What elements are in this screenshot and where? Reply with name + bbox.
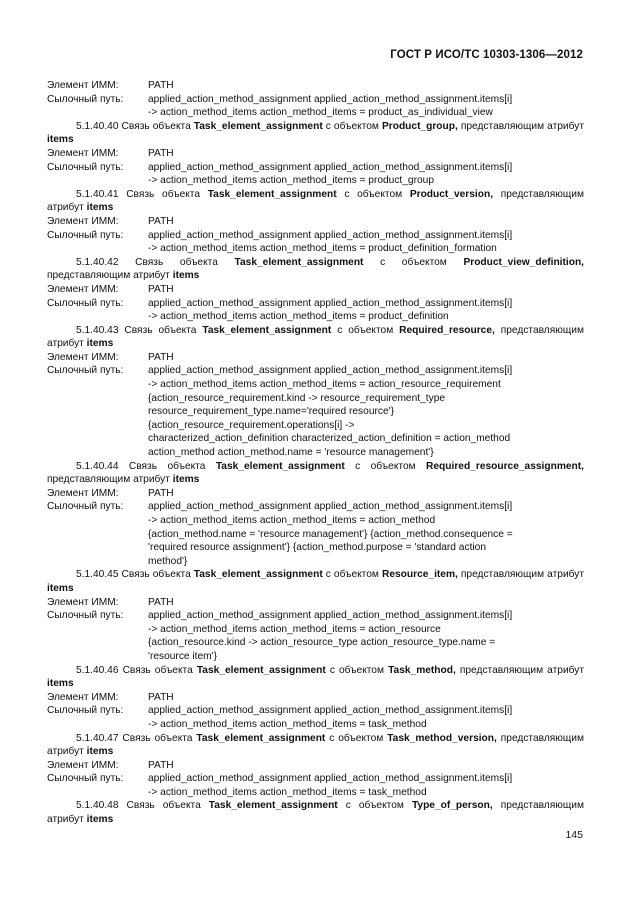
- mapping-line: resource_requirement_type.name='required resource'}: [148, 406, 394, 418]
- target-entity-name: Task_method,: [388, 664, 456, 676]
- target-entity-name: Required_resource_assignment,: [426, 460, 584, 472]
- mapping-value: [148, 691, 584, 705]
- section-number: 5.1.40.41: [76, 188, 127, 200]
- section-text: представляющим атрибут: [455, 664, 585, 676]
- section-text: с объектом: [344, 460, 427, 472]
- section-text: представляющим атрибут: [457, 569, 585, 581]
- mapping-row: [47, 364, 584, 459]
- mapping-value: [148, 704, 584, 731]
- mapping-line: applied_action_method_assignment applied_action_method_assignment.items[i]: [148, 229, 513, 241]
- mapping-line: -> action_method_items action_method_items = product_group: [148, 175, 434, 187]
- mapping-row: [47, 596, 584, 610]
- mapping-line: applied_action_method_assignment applied_action_method_assignment.items[i]: [148, 297, 513, 309]
- mapping-line: PATH: [148, 351, 174, 363]
- mapping-label: Элемент ИММ:: [47, 215, 119, 227]
- attribute-name: items: [47, 134, 74, 146]
- target-entity-name: Type_of_person,: [411, 800, 493, 812]
- section-text: представляющим атрибут: [47, 270, 173, 282]
- mapping-value: [148, 283, 584, 297]
- section-number: 5.1.40.45: [76, 569, 122, 581]
- mapping-label: Элемент ИММ:: [47, 596, 119, 608]
- mapping-value: [148, 772, 584, 799]
- mapping-row: [47, 609, 584, 663]
- mapping-line: applied_action_method_assignment applied_action_method_assignment.items[i]: [148, 93, 513, 105]
- mapping-line: {action_resource.kind -> action_resource_type action_resource_type.name =: [148, 637, 496, 649]
- mapping-line: -> action_method_items action_method_items = task_method: [148, 718, 427, 730]
- mapping-row: [47, 147, 584, 161]
- section-text: с объектом: [322, 120, 382, 132]
- section-number: 5.1.40.40: [76, 120, 122, 132]
- section-text: представляющим атрибут: [47, 732, 585, 758]
- mapping-row: [47, 215, 584, 229]
- mapping-value: [148, 79, 584, 93]
- mapping-value: [148, 351, 584, 365]
- mapping-line: PATH: [148, 691, 174, 703]
- section-number: 5.1.40.44: [76, 460, 129, 472]
- attribute-name: items: [47, 678, 74, 690]
- target-entity-name: Required_resource,: [399, 324, 495, 336]
- section-heading: [47, 120, 584, 147]
- mapping-label: Элемент ИММ:: [47, 80, 119, 91]
- mapping-row: [47, 79, 584, 93]
- mapping-line: -> action_method_items action_method_items = product_as_individual_view: [148, 107, 493, 119]
- mapping-line: PATH: [148, 147, 174, 159]
- section-text: Связь объекта: [121, 120, 194, 132]
- section-text: Связь объекта: [121, 569, 194, 581]
- mapping-line: applied_action_method_assignment applied_action_method_assignment.items[i]: [148, 501, 513, 513]
- mapping-line: {action_method.name = 'resource management'} {action_method.consequence =: [148, 528, 513, 540]
- section-text: с объектом: [325, 732, 388, 744]
- mapping-value: [148, 147, 584, 161]
- mapping-row: [47, 161, 584, 188]
- mapping-line: characterized_action_definition characterized_action_definition = action_method: [148, 433, 511, 445]
- document-body: [47, 79, 584, 827]
- section-text: представляющим атрибут: [47, 474, 173, 486]
- mapping-line: PATH: [148, 487, 174, 499]
- mapping-value: [148, 161, 584, 188]
- section-text: с объектом: [331, 324, 400, 336]
- mapping-row: [47, 772, 584, 799]
- mapping-row: [47, 759, 584, 773]
- mapping-value: [148, 596, 584, 610]
- attribute-name: items: [86, 338, 114, 350]
- mapping-line: PATH: [148, 215, 174, 227]
- section-text: с объектом: [337, 800, 412, 812]
- section-text: с объектом: [336, 188, 410, 200]
- mapping-value: [148, 215, 584, 229]
- mapping-label: Элемент ИММ:: [47, 283, 119, 295]
- target-entity-name: Product_version,: [409, 188, 494, 200]
- entity-name: Task_element_assignment: [208, 800, 338, 812]
- mapping-line: applied_action_method_assignment applied_action_method_assignment.items[i]: [148, 773, 513, 785]
- mapping-label: Элемент ИММ:: [47, 691, 119, 703]
- section-text: с объектом: [325, 664, 389, 676]
- section-text: представляющим атрибут: [47, 324, 584, 350]
- entity-name: Task_element_assignment: [193, 569, 323, 581]
- section-heading: [47, 664, 584, 691]
- target-entity-name: Product_view_definition,: [463, 256, 585, 268]
- mapping-line: 'required resource assignment'} {action_method.purpose = 'standard action: [148, 542, 486, 554]
- mapping-value: [148, 297, 584, 324]
- page-number: 145: [565, 829, 583, 841]
- section-number: 5.1.40.48: [76, 800, 127, 812]
- mapping-row: [47, 487, 584, 501]
- section-heading: [47, 256, 584, 283]
- mapping-label: Элемент ИММ:: [47, 147, 119, 159]
- section-heading: [47, 188, 584, 215]
- section-text: с объектом: [363, 256, 464, 268]
- mapping-label: Сылочный путь:: [47, 365, 124, 377]
- section-heading: [47, 568, 584, 595]
- mapping-row: [47, 297, 584, 324]
- section-text: Связь объекта: [135, 256, 235, 268]
- mapping-row: [47, 691, 584, 705]
- section-text: представляющим атрибут: [47, 800, 584, 826]
- attribute-name: items: [86, 202, 114, 214]
- mapping-line: applied_action_method_assignment applied_action_method_assignment.items[i]: [148, 610, 513, 622]
- section-text: Связь объекта: [122, 732, 197, 744]
- entity-name: Task_element_assignment: [193, 120, 323, 132]
- mapping-line: applied_action_method_assignment applied_action_method_assignment.items[i]: [148, 705, 513, 717]
- mapping-line: -> action_method_items action_method_items = action_resource: [148, 623, 441, 635]
- mapping-label: Сылочный путь:: [47, 161, 124, 173]
- mapping-line: PATH: [148, 283, 174, 295]
- mapping-line: -> action_method_items action_method_items = product_definition_formation: [148, 243, 497, 255]
- section-text: представляющим атрибут: [47, 188, 584, 214]
- section-text: с объектом: [322, 569, 382, 581]
- entity-name: Task_element_assignment: [234, 256, 364, 268]
- mapping-line: -> action_method_items action_method_items = product_definition: [148, 311, 449, 323]
- section-number: 5.1.40.47: [76, 732, 123, 744]
- mapping-line: PATH: [148, 80, 174, 91]
- section-text: Связь объекта: [124, 324, 203, 336]
- attribute-name: items: [172, 474, 200, 486]
- attribute-name: items: [86, 746, 114, 758]
- mapping-label: Сылочный путь:: [47, 501, 124, 513]
- mapping-row: [47, 704, 584, 731]
- mapping-line: -> action_method_items action_method_items = action_resource_requirement: [148, 379, 501, 391]
- entity-name: Task_element_assignment: [196, 664, 326, 676]
- standard-header: ГОСТ Р ИСО/ТС 10303-1306—2012: [390, 49, 583, 61]
- section-text: Связь объекта: [128, 460, 216, 472]
- mapping-line: {action_resource_requirement.operations[i] ->: [148, 419, 355, 431]
- mapping-line: PATH: [148, 596, 174, 608]
- mapping-label: Сылочный путь:: [47, 773, 124, 785]
- mapping-line: PATH: [148, 759, 174, 771]
- mapping-line: applied_action_method_assignment applied_action_method_assignment.items[i]: [148, 161, 513, 173]
- section-heading: [47, 324, 584, 351]
- mapping-label: Сылочный путь:: [47, 93, 124, 105]
- mapping-line: {action_resource_requirement.kind -> resource_requirement_type: [148, 392, 446, 404]
- mapping-label: Элемент ИММ:: [47, 759, 119, 771]
- mapping-line: method'}: [148, 555, 188, 567]
- section-text: Связь объекта: [126, 800, 209, 812]
- mapping-value: [148, 609, 584, 663]
- mapping-row: [47, 500, 584, 568]
- mapping-value: [148, 93, 584, 120]
- mapping-label: Сылочный путь:: [47, 297, 124, 309]
- section-text: Связь объекта: [126, 188, 208, 200]
- section-heading: [47, 460, 584, 487]
- target-entity-name: Product_group,: [381, 120, 458, 132]
- mapping-label: Сылочный путь:: [47, 610, 124, 622]
- mapping-value: [148, 759, 584, 773]
- mapping-label: Сылочный путь:: [47, 705, 124, 717]
- section-number: 5.1.40.42: [76, 256, 136, 268]
- section-heading: [47, 732, 584, 759]
- target-entity-name: Resource_item,: [381, 569, 458, 581]
- attribute-name: items: [86, 814, 114, 826]
- mapping-line: applied_action_method_assignment applied_action_method_assignment.items[i]: [148, 365, 513, 377]
- mapping-label: Элемент ИММ:: [47, 487, 119, 499]
- mapping-value: [148, 500, 584, 568]
- mapping-value: [148, 229, 584, 256]
- mapping-value: [148, 364, 584, 459]
- entity-name: Task_element_assignment: [202, 324, 332, 336]
- mapping-row: [47, 93, 584, 120]
- section-text: представляющим атрибут: [457, 120, 584, 132]
- target-entity-name: Task_method_version,: [387, 732, 497, 744]
- mapping-line: -> action_method_items action_method_items = action_method: [148, 515, 436, 526]
- section-number: 5.1.40.43: [76, 324, 125, 336]
- mapping-row: [47, 283, 584, 297]
- mapping-row: [47, 351, 584, 365]
- attribute-name: items: [47, 582, 74, 594]
- entity-name: Task_element_assignment: [207, 188, 337, 200]
- mapping-line: -> action_method_items action_method_items = task_method: [148, 786, 427, 798]
- mapping-row: [47, 229, 584, 256]
- section-text: Связь объекта: [122, 664, 197, 676]
- mapping-line: 'resource item'}: [148, 650, 218, 662]
- section-number: 5.1.40.46: [76, 664, 123, 676]
- entity-name: Task_element_assignment: [196, 732, 326, 744]
- mapping-label: Элемент ИММ:: [47, 351, 119, 363]
- mapping-value: [148, 487, 584, 501]
- mapping-line: action_method action_method.name = 'resource management'}: [148, 447, 434, 459]
- mapping-label: Сылочный путь:: [47, 229, 124, 241]
- attribute-name: items: [172, 270, 200, 282]
- section-heading: [47, 799, 584, 826]
- entity-name: Task_element_assignment: [215, 460, 345, 472]
